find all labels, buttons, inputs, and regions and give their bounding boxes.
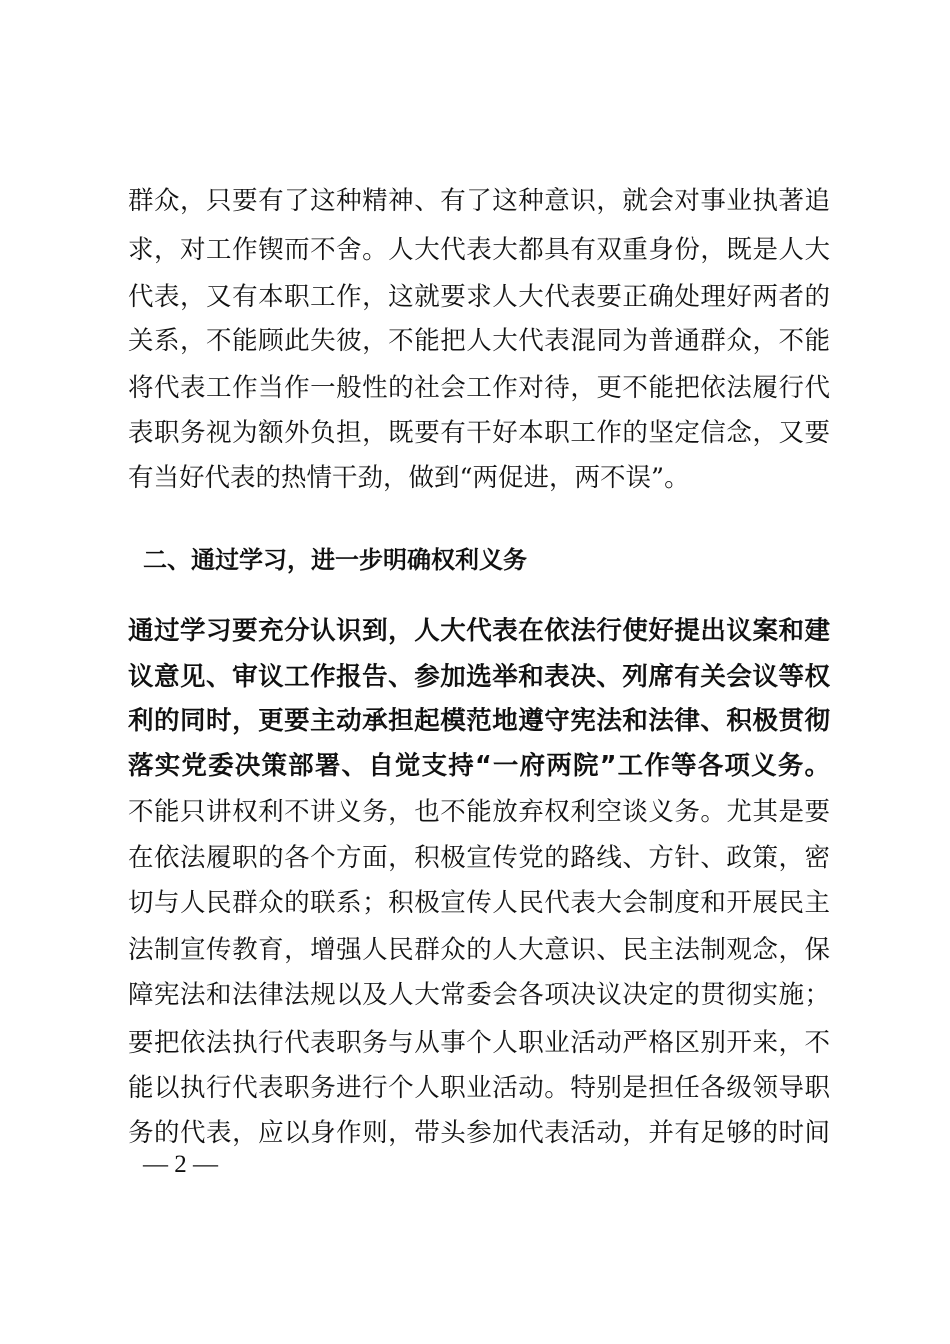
paragraph-2-bold-line-2: 议意见、审议工作报告、参加选举和表决、列席有关会议等权 [128,662,830,692]
paragraph-2-line-8: 务的代表，应以身作则，带头参加代表活动，并有足够的时间 [128,1118,830,1148]
paragraph-2-line-6: 要把依法执行代表职务与从事个人职业活动严格区别开来，不 [128,1028,830,1058]
paragraph-2-line-7: 能以执行代表职务进行个人职业活动。特别是担任各级领导职 [128,1073,830,1103]
section-heading-2: 二、通过学习，进一步明确权利义务 [143,546,527,574]
paragraph-1-line-3: 代表，又有本职工作，这就要求人大代表要正确处理好两者的 [128,282,830,312]
paragraph-2-line-2: 在依法履职的各个方面，积极宣传党的路线、方针、政策，密 [128,843,830,873]
paragraph-1-line-7: 有当好代表的热情干劲，做到“两促进，两不误”。 [128,463,690,493]
paragraph-2-line-1: 不能只讲权利不讲义务，也不能放弃权利空谈义务。尤其是要 [128,797,830,827]
paragraph-2-line-5: 障宪法和法律法规以及人大常委会各项决议决定的贯彻实施； [128,980,830,1010]
paragraph-2-line-3: 切与人民群众的联系；积极宣传人民代表大会制度和开展民主 [128,888,830,918]
page-number: — 2 — [143,1151,218,1178]
paragraph-2-line-4: 法制宣传教育，增强人民群众的人大意识、民主法制观念，保 [128,935,830,965]
paragraph-1-line-5: 将代表工作当作一般性的社会工作对待，更不能把依法履行代 [128,373,830,403]
paragraph-1-line-4: 关系，不能顾此失彼，不能把人大代表混同为普通群众，不能 [128,326,830,356]
paragraph-2-bold-line-1: 通过学习要充分认识到，人大代表在依法行使好提出议案和建 [128,616,830,646]
paragraph-2-bold-line-4: 落实党委决策部署、自觉支持“一府两院”工作等各项义务。 [128,751,830,781]
paragraph-1-line-1: 群众，只要有了这种精神、有了这种意识，就会对事业执著追 [128,186,830,216]
paragraph-1-line-6: 表职务视为额外负担，既要有干好本职工作的坚定信念，又要 [128,418,830,448]
paragraph-1-line-2: 求，对工作锲而不舍。人大代表大都具有双重身份，既是人大 [128,235,830,265]
paragraph-2-bold-line-3: 利的同时，更要主动承担起模范地遵守宪法和法律、积极贯彻 [128,706,830,736]
